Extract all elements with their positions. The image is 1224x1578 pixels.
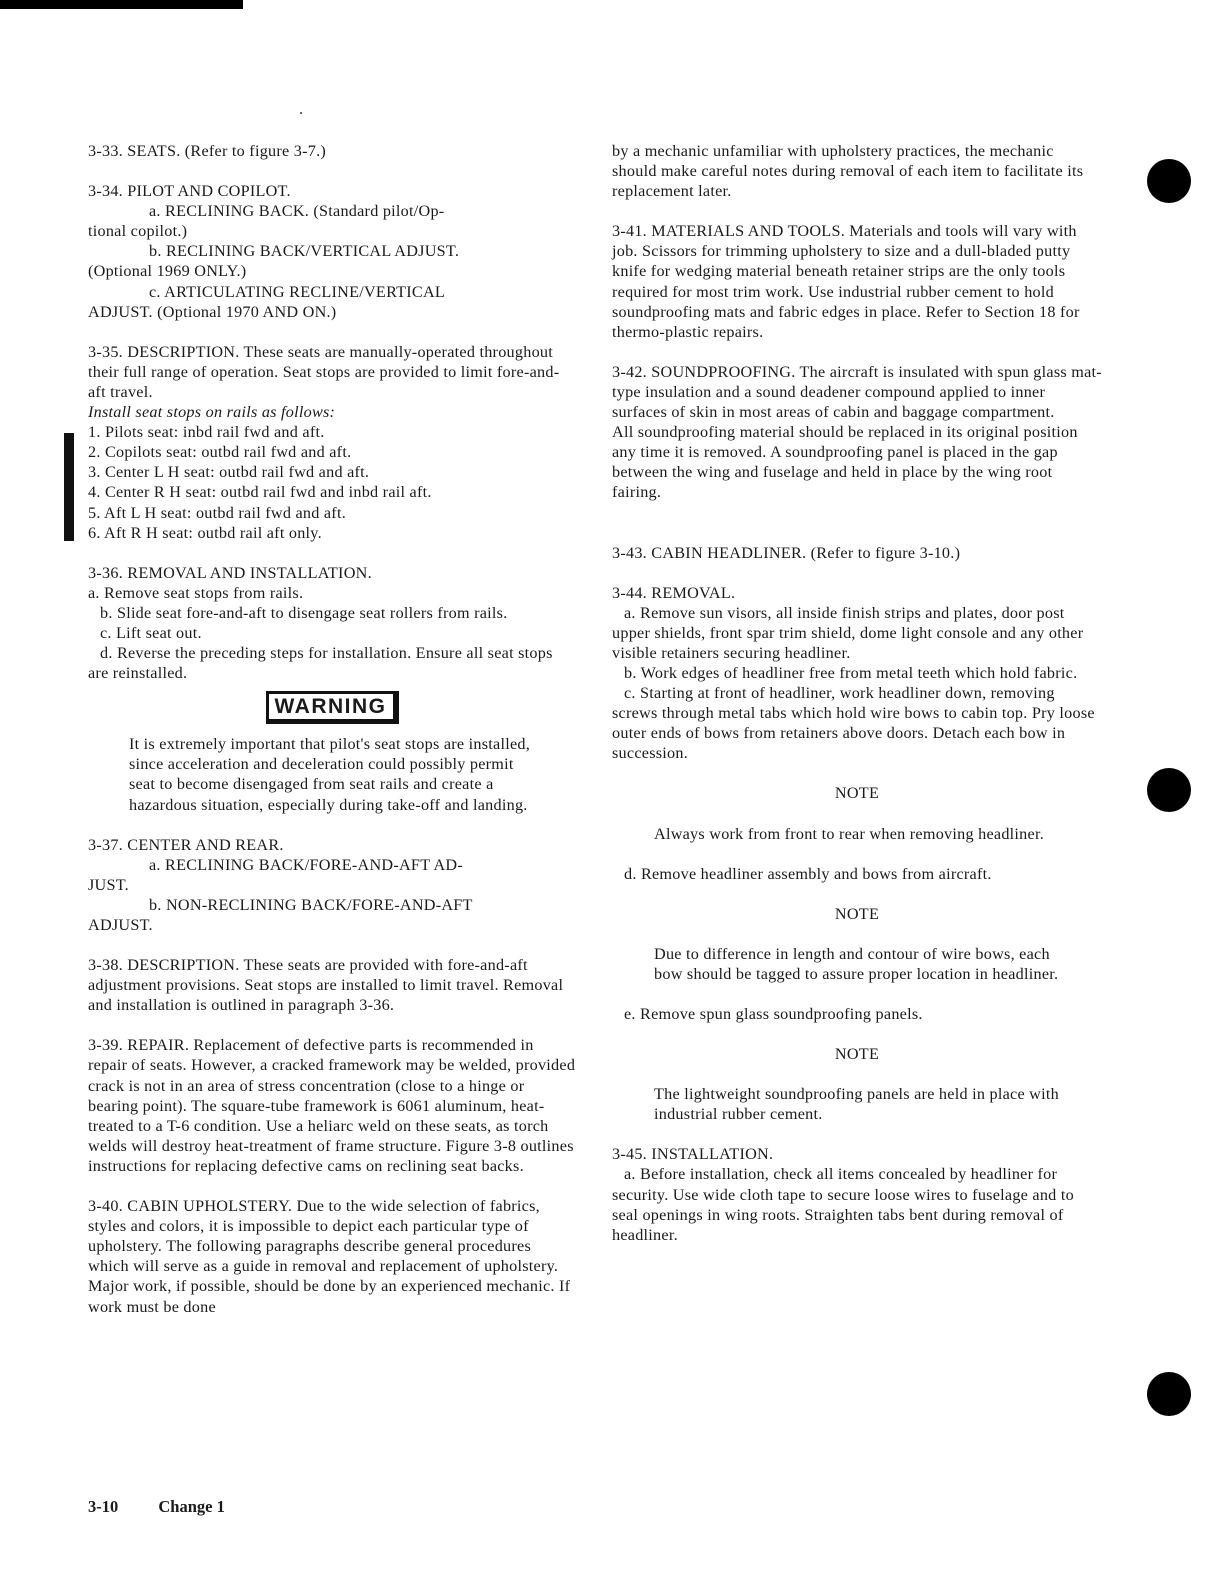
section-3-43-heading: 3-43. CABIN HEADLINER. (Refer to figure 3-10.) bbox=[612, 543, 961, 562]
section-3-35-install-intro: Install seat stops on rails as follows: bbox=[88, 403, 336, 422]
section-3-37-a-line1: a. RECLINING BACK/FORE-AND-AFT AD- bbox=[149, 855, 463, 874]
binder-hole-mark bbox=[1147, 159, 1191, 203]
section-3-42-soundproofing: 3-42. SOUNDPROOFING. The aircraft is insulated with spun glass mat-type insulation and a sound deadener compound applied to inner surfaces of skin in most areas of cabin and baggage compartment. bbox=[612, 362, 1102, 422]
section-3-34-heading: 3-34. PILOT AND COPILOT. bbox=[88, 182, 291, 201]
change-number: Change 1 bbox=[158, 1497, 225, 1516]
section-3-39-repair: 3-39. REPAIR. Replacement of defective parts is recommended in repair of seats. However, a cracked framework may be welded, provided crack is not in an area of stress concentration (close to a hinge or bearing point). The square-tube framework is 6061 aluminum, heat-treated to a T-6 condition. Use a heliarc weld on these seats, as torch welds will destroy heat-treatment of frame structure. Figure 3-8 outlines instructions for replacing defective cams on reclining seat backs. bbox=[88, 1036, 576, 1175]
section-3-44-step-d: d. Remove headliner assembly and bows from aircraft. bbox=[624, 864, 992, 883]
section-3-40-continued: by a mechanic unfamiliar with upholstery practices, the mechanic should make careful notes during removal of each item to facilitate its replacement later. bbox=[612, 142, 1084, 201]
seat-stop-item-6: 6. Aft R H seat: outbd rail aft only. bbox=[88, 523, 322, 542]
page-number: 3-10 bbox=[88, 1497, 119, 1516]
section-3-34-b-line1: b. RECLINING BACK/VERTICAL ADJUST. bbox=[149, 242, 460, 261]
note-2-text: Due to difference in length and contour of wire bows, each bow should be tagged to assure proper location in headliner. bbox=[654, 944, 1059, 983]
note-3-text: The lightweight soundproofing panels are held in place with industrial rubber cement. bbox=[654, 1085, 1059, 1124]
section-3-34-c-line1: c. ARTICULATING RECLINE/VERTICAL bbox=[149, 282, 446, 301]
section-3-35-description: 3-35. DESCRIPTION. These seats are manually-operated throughout their full range of operation. Seat stops are provided to limit fore-and-aft travel. bbox=[88, 342, 560, 401]
note-2-title: NOTE bbox=[834, 904, 880, 923]
section-3-34-c-line2: ADJUST. (Optional 1970 AND ON.) bbox=[88, 302, 337, 321]
note-1-text: Always work from front to rear when removing headliner. bbox=[654, 824, 1044, 843]
scan-speck bbox=[300, 112, 302, 114]
section-3-44-step-b: b. Work edges of headliner free from metal teeth which hold fabric. bbox=[624, 663, 1078, 682]
section-3-45-heading: 3-45. INSTALLATION. bbox=[612, 1145, 774, 1164]
section-3-33-heading: 3-33. SEATS. (Refer to figure 3-7.) bbox=[88, 142, 327, 160]
section-3-44-step-a: a. Remove sun visors, all inside finish strips and plates, door post upper shields, front spar trim shield, dome light console and any other visible retainers securing headliner. bbox=[612, 603, 1084, 662]
section-3-36-step-a: a. Remove seat stops from rails. bbox=[88, 583, 304, 602]
binder-hole-mark bbox=[1147, 768, 1191, 812]
section-3-37-heading: 3-37. CENTER AND REAR. bbox=[88, 835, 284, 854]
section-3-34-b-line2: (Optional 1969 ONLY.) bbox=[88, 262, 247, 281]
section-3-44-step-c: c. Starting at front of headliner, work headliner down, removing screws through metal tabs which hold wire bows to cabin top. Pry loose outer ends of bows from retainers above doors. Detach each bow in succession. bbox=[612, 684, 1095, 763]
change-bar bbox=[64, 433, 74, 541]
seat-stop-item-5: 5. Aft L H seat: outbd rail fwd and aft. bbox=[88, 503, 346, 522]
left-column bbox=[88, 141, 576, 1317]
scan-edge-bar bbox=[0, 0, 243, 9]
note-3-title: NOTE bbox=[834, 1045, 880, 1064]
section-3-37-b-line2: ADJUST. bbox=[88, 916, 153, 934]
warning-label: WARNING bbox=[266, 691, 399, 724]
section-3-37-b-line1: b. NON-RECLINING BACK/FORE-AND-AFT bbox=[149, 895, 473, 914]
seat-stop-item-2: 2. Copilots seat: outbd rail fwd and aft. bbox=[88, 443, 352, 462]
section-3-36-heading: 3-36. REMOVAL AND INSTALLATION. bbox=[88, 563, 372, 582]
note-1-title: NOTE bbox=[834, 784, 880, 803]
section-3-34-a-line1: a. RECLINING BACK. (Standard pilot/Op- bbox=[149, 202, 445, 221]
seat-stop-item-1: 1. Pilots seat: inbd rail fwd and aft. bbox=[88, 423, 325, 442]
section-3-34-a-line2: tional copilot.) bbox=[88, 222, 188, 241]
section-3-38-description: 3-38. DESCRIPTION. These seats are provided with fore-and-aft adjustment provisions. Seat stops are installed to limit travel. Removal and installation is outlined in paragraph 3-36. bbox=[88, 956, 564, 1015]
seat-stop-item-4: 4. Center R H seat: outbd rail fwd and inbd rail aft. bbox=[88, 483, 432, 502]
warning-box bbox=[88, 683, 576, 734]
section-3-36-step-d: d. Reverse the preceding steps for installation. Ensure all seat stops are reinstalled. bbox=[88, 644, 553, 683]
page-footer bbox=[88, 1497, 261, 1517]
binder-hole-mark bbox=[1147, 1372, 1191, 1416]
section-3-41-materials: 3-41. MATERIALS AND TOOLS. Materials and tools will vary with job. Scissors for trimming upholstery to size and a dull-bladed putty knife for wedging material beneath retainer strips are the only tools required for most trim work. Use industrial rubber cement to hold soundproofing mats and fabric edges in place. Refer to Section 18 for thermo-plastic repairs. bbox=[612, 222, 1080, 341]
section-3-36-step-c: c. Lift seat out. bbox=[100, 623, 202, 642]
seat-stop-item-3: 3. Center L H seat: outbd rail fwd and aft. bbox=[88, 463, 370, 482]
section-3-36-step-b: b. Slide seat fore-and-aft to disengage seat rollers from rails. bbox=[100, 603, 508, 622]
section-3-44-heading: 3-44. REMOVAL. bbox=[612, 583, 736, 602]
section-3-42-soundproofing-cont: All soundproofing material should be replaced in its original position any time it is removed. A soundproofing panel is placed in the gap between the wing and fuselage and held in place by the wing root fairing. bbox=[612, 423, 1078, 502]
section-3-40-upholstery: 3-40. CABIN UPHOLSTERY. Due to the wide selection of fabrics, styles and colors, it is impossible to depict each particular type of upholstery. The following paragraphs describe general procedures which will serve as a guide in removal and replacement of upholstery. Major work, if possible, should be done by an experienced mechanic. If work must be done bbox=[88, 1197, 571, 1316]
warning-text: It is extremely important that pilot's seat stops are installed, since acceleration and deceleration could possibly permit seat to become disengaged from seat rails and create a hazardous situation, especially during take-off and landing. bbox=[129, 735, 531, 814]
section-3-45-step-a: a. Before installation, check all items concealed by headliner for security. Use wide cloth tape to secure loose wires to fuselage and to seal openings in wing roots. Straighten tabs bent during removal of headliner. bbox=[612, 1165, 1074, 1244]
section-3-37-a-line2: JUST. bbox=[88, 875, 129, 894]
right-column bbox=[612, 141, 1102, 1245]
section-3-44-step-e: e. Remove spun glass soundproofing panels. bbox=[624, 1005, 923, 1023]
